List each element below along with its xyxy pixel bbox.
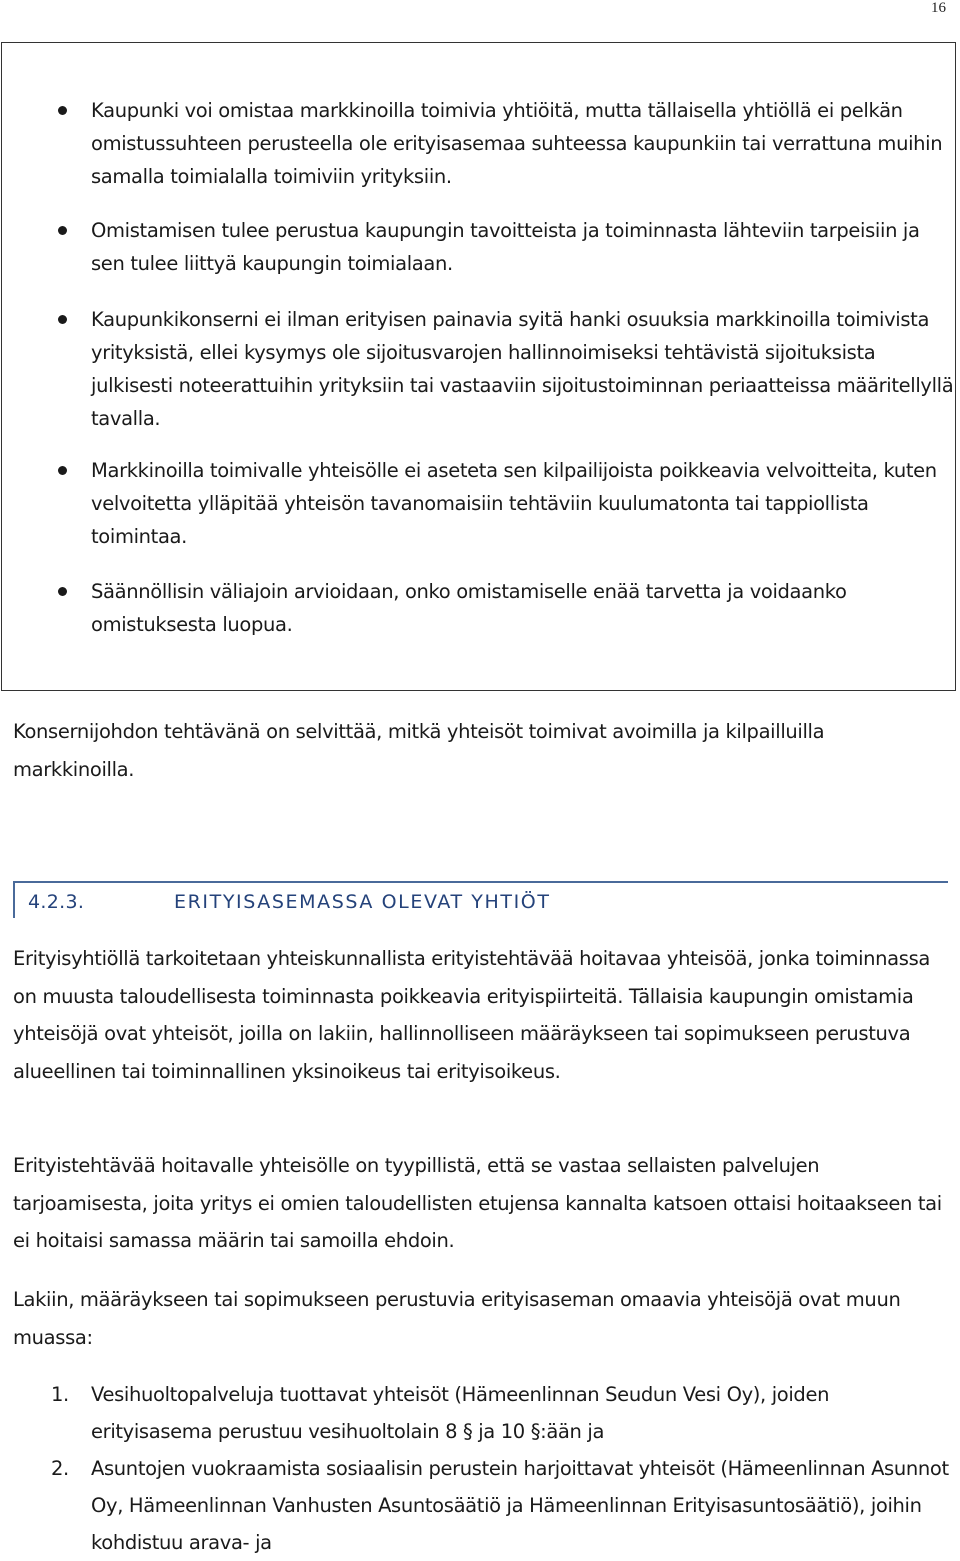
- bullet-item: [91, 303, 955, 435]
- section-title: ERITYISASEMASSA OLEVAT YHTIÖT: [174, 891, 551, 913]
- list-number: 2.: [51, 1457, 69, 1480]
- bullet-icon: [58, 106, 67, 115]
- bullet-item: [91, 454, 955, 553]
- heading-rule-left: [13, 881, 15, 918]
- numbered-item-text: Asuntojen vuokraamista sosiaalisin perustein harjoittavat yhteisöt (Hämeenlinnan Asunnot Oy, Hämeenlinnan Vanhusten Asuntosäätiö ja Hämeenlinnan Erityisasuntosäätiö), joihin kohdistuu arava- ja: [91, 1457, 949, 1554]
- bullet-icon: [58, 315, 67, 324]
- paragraph: Erityisyhtiöllä tarkoitetaan yhteiskunnallista erityistehtävää hoitavaa yhteisöä, jonka toiminnassa on muusta taloudellisesta toiminnasta poikkeavia erityispiirteitä. Tällaisia kaupungin omistamia yhteisöjä ovat yhteisöt, joilla on lakiin, hallinnolliseen määräykseen tai sopimukseen perustuva alueellinen tai toiminnallinen yksinoikeus tai erityisoikeus.: [13, 947, 931, 1083]
- paragraph: Lakiin, määräykseen tai sopimukseen perustuvia erityisaseman omaavia yhteisöjä ovat muun muassa:: [13, 1288, 901, 1349]
- heading-rule: [13, 881, 948, 883]
- list-number: 1.: [51, 1383, 69, 1406]
- numbered-item: [51, 1450, 951, 1561]
- section-number: 4.2.3.: [28, 891, 85, 913]
- bullet-item: [91, 214, 955, 280]
- bullet-text: Kaupunkikonserni ei ilman erityisen painavia syitä hanki osuuksia markkinoilla toimivista yrityksistä, ellei kysymys ole sijoitusvarojen hallinnoimiseksi tehtävistä sijoituksista julkisesti noteerattuihin yrityksiin tai vastaaviin sijoitustoiminnan periaatteissa määritellyllä tavalla.: [91, 308, 954, 430]
- paragraph: Erityistehtävää hoitavalle yhteisölle on tyypillistä, että se vastaa sellaisten palvelujen tarjoamisesta, joita yritys ei omien taloudellisten etujensa kannalta katsoen ottaisi hoitaakseen tai ei hoitaisi samassa määrin tai samoilla ehdoin.: [13, 1154, 942, 1252]
- bullet-item: [91, 575, 955, 641]
- bullet-icon: [58, 587, 67, 596]
- numbered-item: [51, 1376, 951, 1450]
- bullet-icon: [58, 226, 67, 235]
- bullet-text: Markkinoilla toimivalle yhteisölle ei aseteta sen kilpailijoista poikkeavia velvoitteita, kuten velvoitetta ylläpitää yhteisön tavanomaisiin tehtäviin kuulumatonta tai tappiollista toimintaa.: [91, 459, 937, 548]
- bullet-text: Säännöllisin väliajoin arvioidaan, onko omistamiselle enää tarvetta ja voidaanko omistuksesta luopua.: [91, 580, 847, 636]
- bullet-item: [91, 94, 955, 193]
- after-box-paragraph: Konsernijohdon tehtävänä on selvittää, mitkä yhteisöt toimivat avoimilla ja kilpailluilla markkinoilla.: [13, 720, 825, 781]
- numbered-item-text: Vesihuoltopalveluja tuottavat yhteisöt (Hämeenlinnan Seudun Vesi Oy), joiden erityisasema perustuu vesihuoltolain 8 § ja 10 §:ään ja: [91, 1383, 830, 1443]
- bullet-text: Omistamisen tulee perustua kaupungin tavoitteista ja toiminnasta lähteviin tarpeisiin ja sen tulee liittyä kaupungin toimialaan.: [91, 219, 920, 275]
- bullet-text: Kaupunki voi omistaa markkinoilla toimivia yhtiöitä, mutta tällaisella yhtiöllä ei pelkän omistussuhteen perusteella ole erityisasemaa suhteessa kaupunkiin tai verrattuna muihin samalla toimialalla toimiviin yrityksiin.: [91, 99, 943, 188]
- bullet-icon: [58, 466, 67, 475]
- page-number: 16: [931, 0, 946, 16]
